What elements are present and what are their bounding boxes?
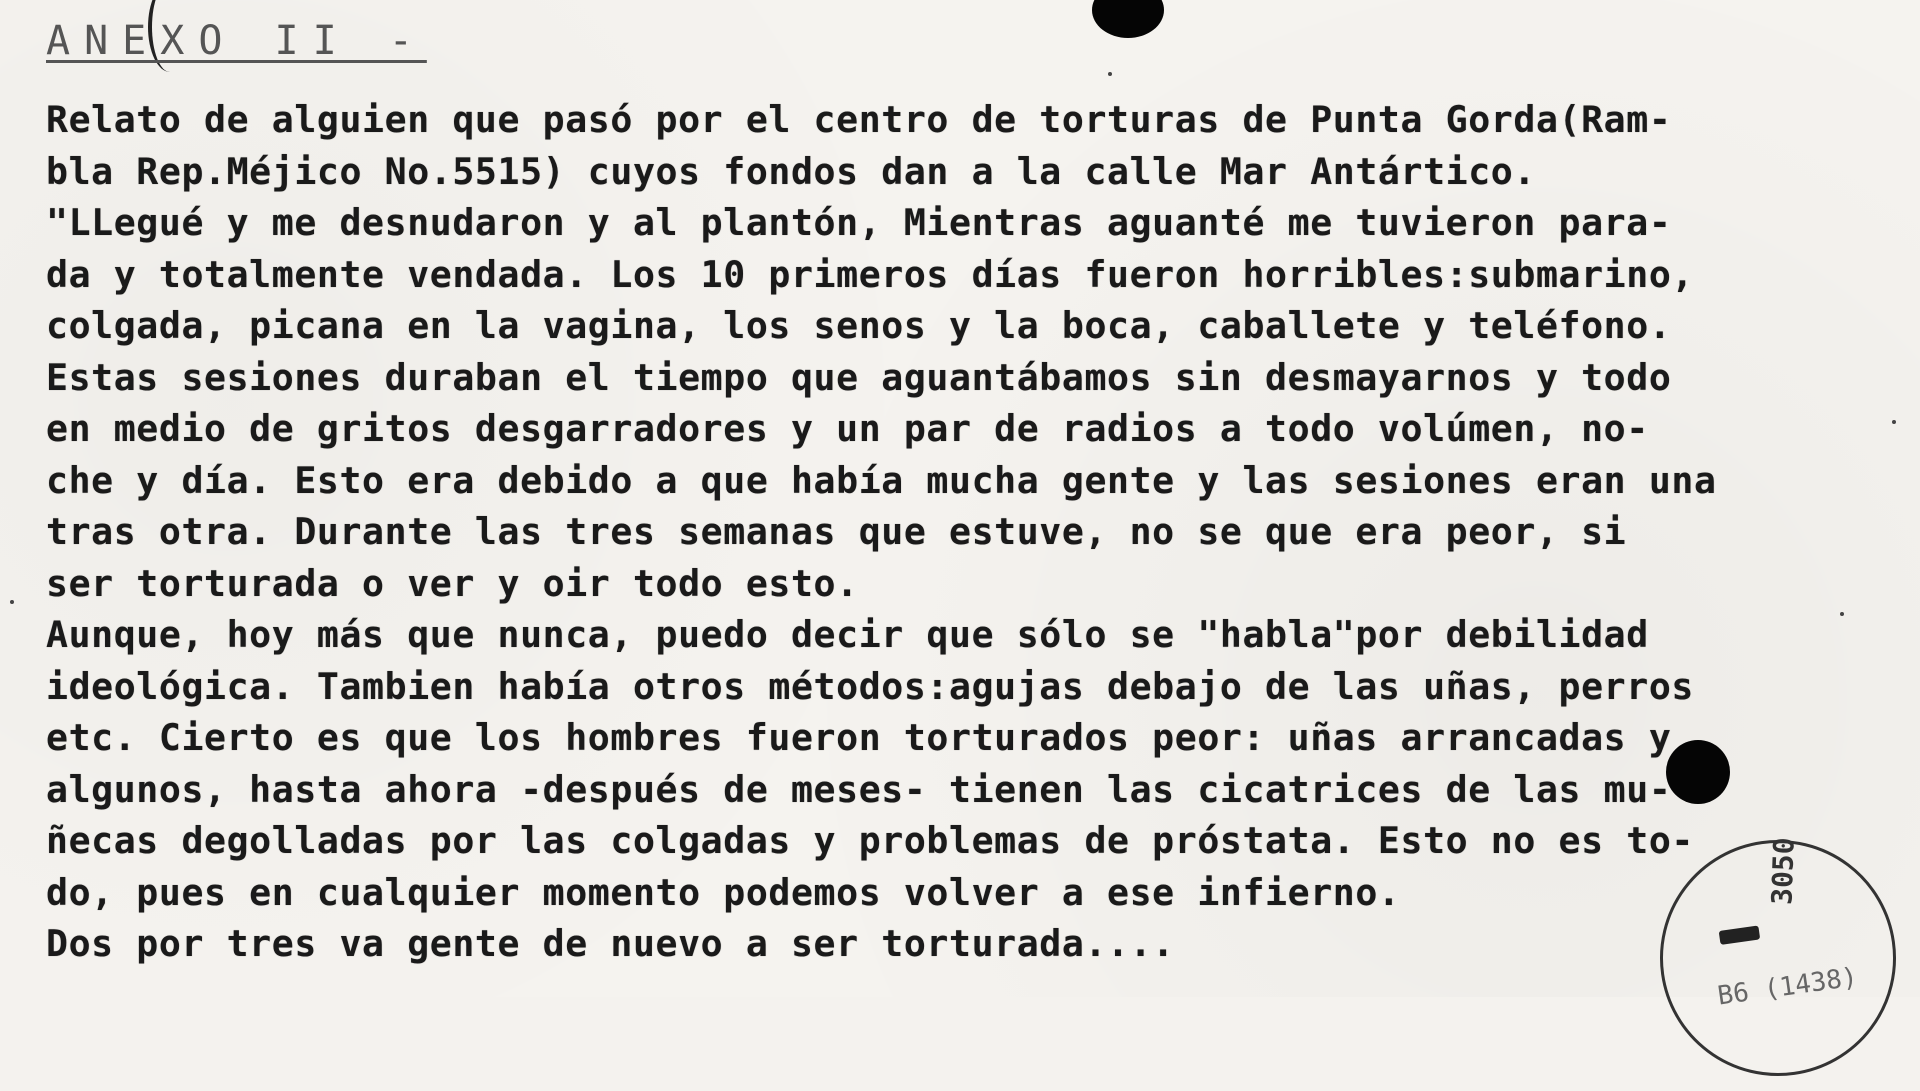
text-line: Relato de alguien que pasó por el centro de torturas de Punta Gorda(Ram- bbox=[46, 98, 1672, 141]
text-line: do, pues en cualquier momento podemos volver a ese infierno. bbox=[46, 870, 1401, 914]
text-line: colgada, picana en la vagina, los senos y la boca, caballete y teléfono. bbox=[46, 304, 1672, 347]
speck bbox=[1108, 72, 1112, 76]
text-line: "LLegué y me desnudaron y al plantón, Mientras aguanté me tuvieron para- bbox=[46, 201, 1672, 244]
stamp-inner bbox=[1691, 836, 1860, 1013]
speck bbox=[1840, 612, 1844, 616]
text-line: tras otra. Durante las tres semanas que estuve, no se que era peor, si bbox=[46, 510, 1627, 553]
document-body bbox=[46, 94, 1906, 970]
text-line: bla Rep.Méjico No.5515) cuyos fondos dan a la calle Mar Antártico. bbox=[46, 149, 1536, 193]
text-line: Aunque, hoy más que nunca, puedo decir que sólo se "habla"por debilidad bbox=[46, 613, 1649, 656]
text-line: en medio de gritos desgarradores y un par de radios a todo volúmen, no- bbox=[46, 407, 1649, 450]
stamp-bottom-text: B6 (1438) bbox=[1715, 962, 1860, 1012]
text-line: Estas sesiones duraban el tiempo que aguantábamos sin desmayarnos y todo bbox=[46, 355, 1672, 399]
text-line: che y día. Esto era debido a que había mucha gente y las sesiones eran una bbox=[46, 458, 1717, 502]
text-line: algunos, hasta ahora -después de meses- tienen las cicatrices de las mu- bbox=[46, 767, 1672, 811]
ink-blot bbox=[1092, 0, 1164, 38]
speck bbox=[1892, 420, 1896, 424]
text-line: ser torturada o ver y oir todo esto. bbox=[46, 561, 859, 605]
text-line: ñecas degolladas por las colgadas y problemas de próstata. Esto no es to- bbox=[46, 819, 1694, 862]
text-line: etc. Cierto es que los hombres fueron torturados peor: uñas arrancadas y bbox=[46, 716, 1672, 759]
speck bbox=[10, 600, 14, 604]
text-line: ideológica. Tambien había otros métodos:agujas debajo de las uñas, perros bbox=[46, 664, 1694, 708]
text-line: da y totalmente vendada. Los 10 primeros días fueron horribles:submarino, bbox=[46, 252, 1694, 296]
text-line: Dos por tres va gente de nuevo a ser torturada.... bbox=[46, 922, 1175, 965]
stamp-bar bbox=[1719, 925, 1761, 944]
document-header: ANEXO II - bbox=[46, 18, 427, 64]
stamp-number: 3050 bbox=[1765, 836, 1801, 906]
